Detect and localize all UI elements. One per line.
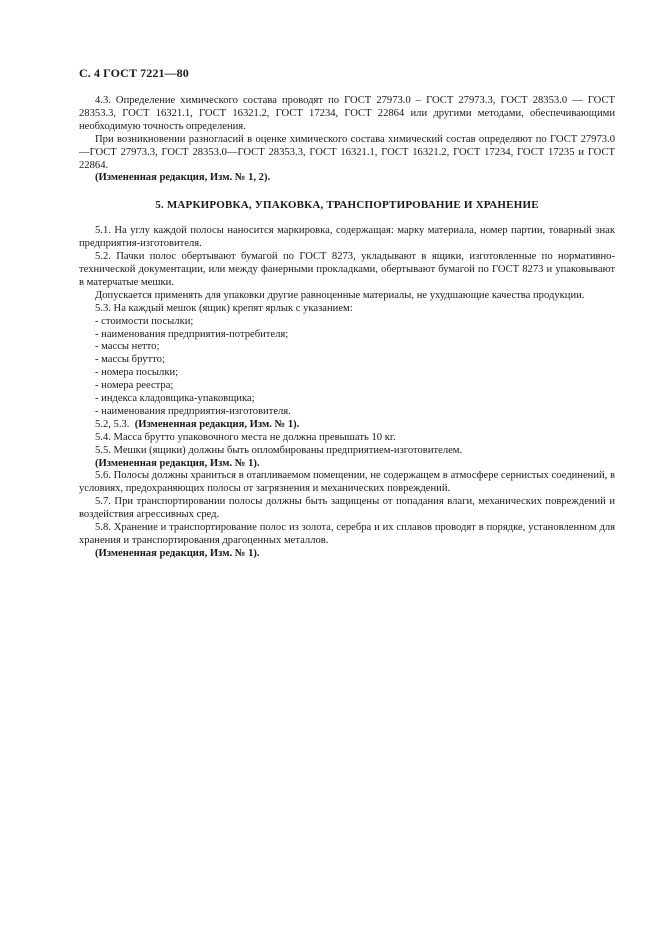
page-header: С. 4 ГОСТ 7221—80 bbox=[79, 66, 189, 80]
list-item: - наименования предприятия-потребителя; bbox=[95, 328, 289, 340]
edition-note-5-5: (Измененная редакция, Изм. № 1). bbox=[95, 457, 260, 469]
list-item: - наименования предприятия-изготовителя. bbox=[95, 405, 291, 417]
paragraph-5-3: 5.3. На каждый мешок (ящик) крепят ярлык с указанием: bbox=[95, 302, 353, 314]
document-body bbox=[79, 95, 615, 561]
edition-note-5-8: (Измененная редакция, Изм. № 1). bbox=[95, 547, 260, 559]
edition-note-text: (Измененная редакция, Изм. № 1). bbox=[134, 418, 300, 430]
paragraph-5-7: 5.7. При транспортировании полосы должны быть защищены от попадания влаги, механических повреждений и воздействия агрессивных сред. bbox=[79, 496, 615, 521]
paragraph-5-8: 5.8. Хранение и транспортирование полос из золота, серебра и их сплавов проводят в порядке, установленном для хранения и транспортирования драгоценных металлов. bbox=[79, 522, 615, 546]
edition-note-prefix: 5.2, 5.3. bbox=[95, 418, 130, 430]
list-item: - массы брутто; bbox=[95, 354, 165, 366]
paragraph-5-1: 5.1. На углу каждой полосы наносится маркировка, содержащая: марку материала, номер партии, товарный знак предприятия-изготовителя. bbox=[79, 225, 615, 250]
edition-note-5-2-5-3 bbox=[79, 419, 615, 432]
paragraph-5-5: 5.5. Мешки (ящики) должны быть опломбированы предприятием-изготовителем. bbox=[95, 444, 463, 456]
section-5-title: 5. МАРКИРОВКА, УПАКОВКА, ТРАНСПОРТИРОВАНИЕ И ХРАНЕНИЕ bbox=[155, 199, 539, 212]
edition-note-4-3: (Измененная редакция, Изм. № 1, 2). bbox=[95, 172, 271, 184]
paragraph-5-6: 5.6. Полосы должны храниться в отапливаемом помещении, не содержащем в атмосфере сернистых соединений, в условиях, предохраняющих полосы от загрязнения и механических повреждений. bbox=[79, 470, 615, 495]
paragraph-5-2: 5.2. Пачки полос обертывают бумагой по ГОСТ 8273, укладывают в ящики, изготовленные по нормативно-технической документации, или между фанерными прокладками, обертывают бумагой по ГОСТ 8273 и упаковывают в матерчатые мешки. bbox=[79, 251, 615, 288]
list-item: - номера реестра; bbox=[95, 380, 174, 392]
paragraph-4-3-disputes: При возникновении разногласий в оценке химического состава химический состав определяют по ГОСТ 27973.0—ГОСТ 27973.3, ГОСТ 28353.0—ГОСТ 28353.3, ГОСТ 16321.1, ГОСТ 16321.2, ГОСТ 17234, ГОСТ 17235 и ГОСТ 22864. bbox=[79, 133, 615, 171]
list-item: - стоимости посылки; bbox=[95, 315, 194, 327]
paragraph-5-2-extra: Допускается применять для упаковки другие равноценные материалы, не ухудшающие качества продукции. bbox=[95, 289, 585, 301]
list-item: - номера посылки; bbox=[95, 367, 179, 379]
list-item: - индекса кладовщика-упаковщика; bbox=[95, 393, 255, 405]
paragraph-5-4: 5.4. Масса брутто упаковочного места не должна превышать 10 кг. bbox=[95, 431, 396, 443]
paragraph-4-3: 4.3. Определение химического состава проводят по ГОСТ 27973.0 – ГОСТ 27973.3, ГОСТ 28353.0 — ГОСТ 28353.3, ГОСТ 16321.1, ГОСТ 16321.2, ГОСТ 17234, ГОСТ 22864 или другими методами, обеспечивающими необходимую точность определения. bbox=[79, 95, 615, 132]
list-item: - массы нетто; bbox=[95, 341, 160, 353]
